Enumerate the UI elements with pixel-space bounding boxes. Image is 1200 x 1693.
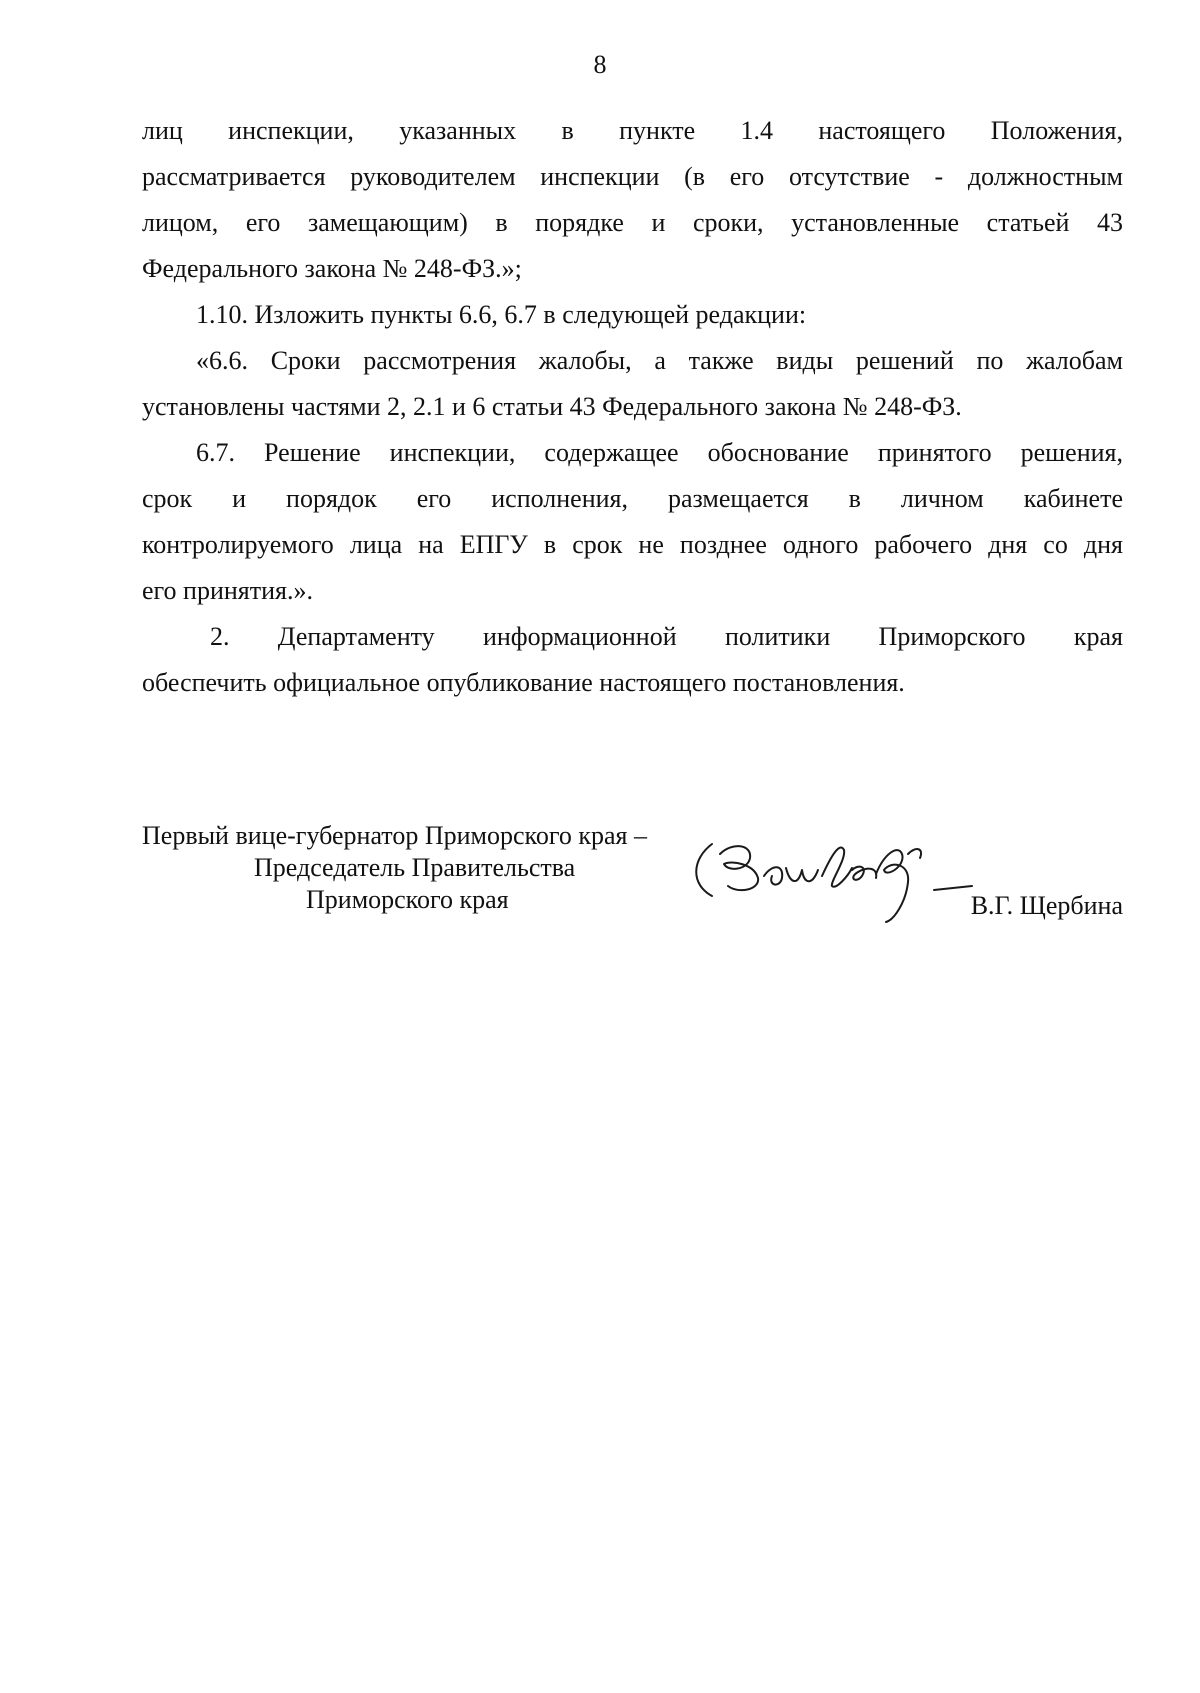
text-line: контролируемого лица на ЕПГУ в срок не позднее одного рабочего дня со дня (142, 530, 1123, 559)
text-line: срок и порядок его исполнения, размещается в личном кабинете (142, 484, 1123, 513)
text-line: его принятия.». (142, 576, 313, 605)
document-body (142, 108, 1123, 706)
text-line: 1.10. Изложить пункты 6.6, 6.7 в следующей редакции: (196, 300, 807, 329)
paragraph-item-6-7 (142, 430, 1123, 614)
signatory-title-line-2: Председатель Правительства (254, 853, 576, 882)
paragraph-item-6-6 (142, 338, 1123, 430)
text-line: рассматривается руководителем инспекции (в его отсутствие - должностным (142, 162, 1123, 191)
text-line: лиц инспекции, указанных в пункте 1.4 настоящего Положения, (142, 116, 1123, 145)
paragraph-continuation (142, 108, 1123, 292)
text-line: Федерального закона № 248-ФЗ.»; (142, 254, 522, 283)
paragraph-item-1-10 (142, 292, 1123, 338)
paragraph-item-2 (142, 614, 1123, 706)
signatory-name: В.Г. Щербина (970, 891, 1123, 920)
text-line: «6.6. Сроки рассмотрения жалобы, а также виды решений по жалобам (196, 346, 1123, 375)
text-line: лицом, его замещающим) в порядке и сроки, установленные статьей 43 (142, 208, 1123, 237)
text-line: 6.7. Решение инспекции, содержащее обоснование принятого решения, (196, 438, 1123, 467)
text-line: обеспечить официальное опубликование настоящего постановления. (142, 668, 905, 697)
signatory-title-line-3: Приморского края (306, 885, 509, 914)
page-number: 8 (593, 50, 607, 79)
text-line: установлены частями 2, 2.1 и 6 статьи 43 Федерального закона № 248-ФЗ. (142, 392, 962, 421)
signature-block (142, 820, 1123, 930)
signatory-title-line-1: Первый вице-губернатор Приморского края – (142, 821, 647, 850)
text-line: 2. Департаменту информационной политики Приморского края (210, 622, 1123, 651)
